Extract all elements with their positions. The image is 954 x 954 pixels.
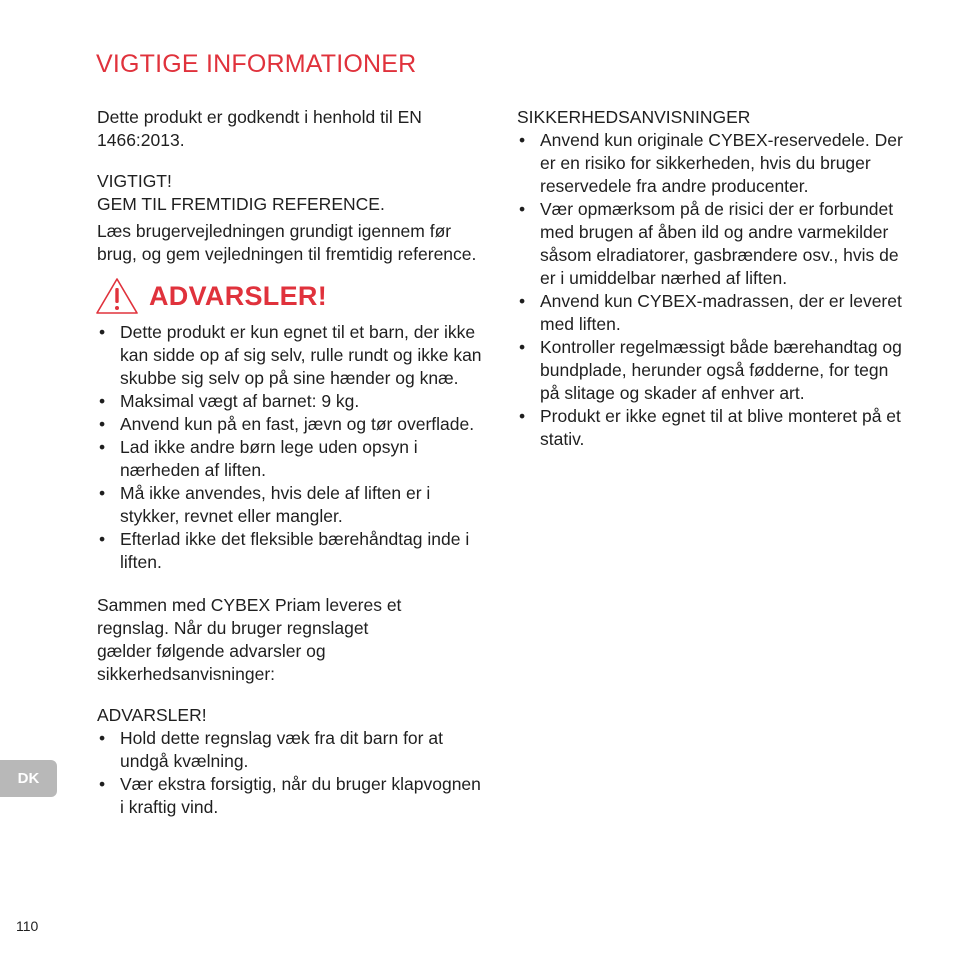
list-item: • Hold dette regnslag væk fra dit barn for at undgå kvælning. xyxy=(97,727,482,773)
right-column xyxy=(517,106,912,451)
list-item: • Produkt er ikke egnet til at blive monteret på et stativ. xyxy=(517,405,912,451)
vigtigt-label: VIGTIGT! xyxy=(97,171,172,191)
rain-cover-intro: Sammen med CYBEX Priam leveres et regnslag. Når du bruger regnslaget gælder følgende advarsler og sikkerhedsanvisninger: xyxy=(97,595,402,684)
list-item: • Lad ikke andre børn lege uden opsyn i nærheden af liften. xyxy=(97,436,482,482)
list-item: • Anvend kun originale CYBEX-reservedele. Der er en risiko for sikkerheden, hvis du bruger reservedele fra andre producenter. xyxy=(517,129,912,198)
intro-text: Dette produkt er godkendt i henhold til EN 1466:2013. xyxy=(97,107,422,150)
safety-heading: SIKKERHEDSANVISNINGER xyxy=(517,107,751,127)
warning-triangle-icon xyxy=(95,277,139,315)
warning-title: ADVARSLER! xyxy=(149,280,327,311)
list-item: • Må ikke anvendes, hvis dele af liften er i stykker, revnet eller mangler. xyxy=(97,482,482,528)
list-item: • Kontroller regelmæssigt både bærehandtag og bundplade, herunder også fødderne, for tegn på slitage og skader af enhver art. xyxy=(517,336,912,405)
warning-header xyxy=(97,277,482,315)
page-title: VIGTIGE INFORMATIONER xyxy=(96,50,417,78)
rain-cover-warning-list xyxy=(97,727,482,819)
safety-list xyxy=(517,129,912,451)
list-item: • Dette produkt er kun egnet til et barn, der ikke kan sidde op af sig selv, rulle rundt og ikke kan skubbe sig selv op på sine hænder og knæ. xyxy=(97,321,482,390)
left-column xyxy=(97,106,482,819)
list-item: • Efterlad ikke det fleksible bærehåndtag inde i liften. xyxy=(97,528,482,574)
warning-list xyxy=(97,321,482,574)
list-item: • Anvend kun på en fast, jævn og tør overflade. xyxy=(97,413,482,436)
rain-cover-warning-label: ADVARSLER! xyxy=(97,705,207,725)
list-item: • Anvend kun CYBEX-madrassen, der er leveret med liften. xyxy=(517,290,912,336)
page-number: 110 xyxy=(16,918,39,934)
language-tab: DK xyxy=(0,760,57,797)
list-item: • Vær ekstra forsigtig, når du bruger klapvognen i kraftig vind. xyxy=(97,773,482,819)
list-item: • Vær opmærksom på de risici der er forbundet med brugen af åben ild og andre varmekilder såsom elradiatorer, gasbrændere osv., hvis de er i umiddelbar nærhed af liften. xyxy=(517,198,912,290)
read-instructions-text: Læs brugervejledningen grundigt igennem før brug, og gem vejledningen til fremtidig reference. xyxy=(97,221,477,264)
list-item: • Maksimal vægt af barnet: 9 kg. xyxy=(97,390,482,413)
gem-label: GEM TIL FREMTIDIG REFERENCE. xyxy=(97,194,385,214)
